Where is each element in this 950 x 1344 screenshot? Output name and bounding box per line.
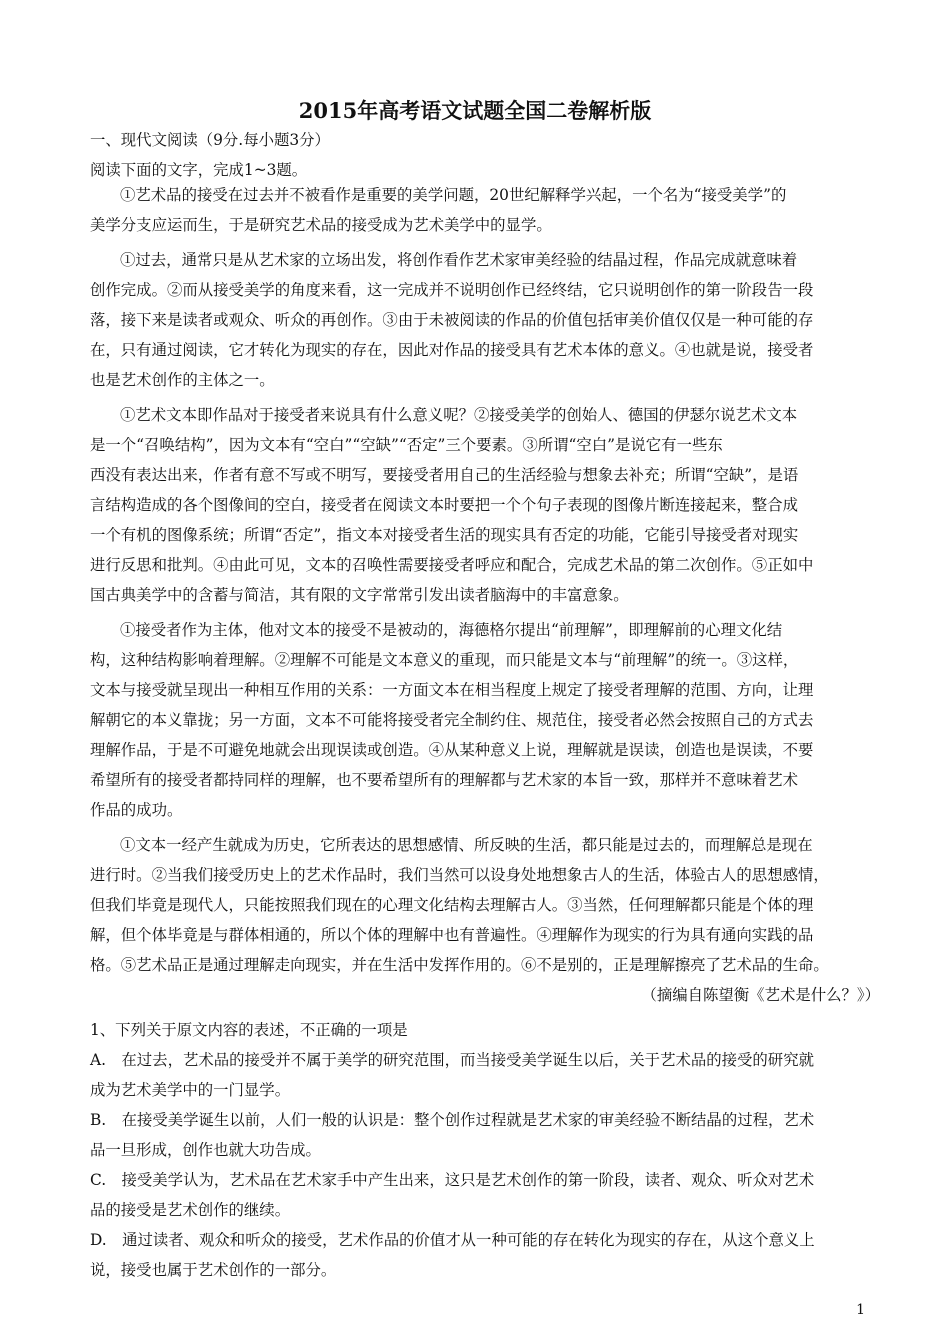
paragraph-4-line-3: 文本与接受就呈现出一种相互作用的关系：一方面文本在相当程度上规定了接受者理解的范围、方向，让理 [90, 681, 814, 699]
paragraph-4-line-2: 构，这种结构影响着理解。②理解不可能是文本意义的重现，而只能是文本与“前理解”的统一。③这样， [90, 651, 799, 669]
paragraph-3-line-7: 国古典美学中的含蓄与简洁，其有限的文字常常引发出读者脑海中的丰富意象。 [90, 586, 629, 604]
paragraph-5-line-4: 解，但个体毕竟是与群体相通的，所以个体的理解中也有普遍性。④理解作为现实的行为具有通向实践的品 [90, 926, 814, 944]
paragraph-3-line-3: 西没有表达出来，作者有意不写或不明写，要接受者用自己的生活经验与想象去补充；所谓“空缺”，是语 [90, 466, 799, 484]
question-1-option-a-line-2: 成为艺术美学中的一门显学。 [90, 1081, 291, 1099]
paragraph-3-line-4: 言结构造成的各个图像间的空白，接受者在阅读文本时要把一个个句子表现的图像片断连接起来，整合成 [90, 496, 798, 514]
page-number: 1 [856, 1302, 865, 1318]
paragraph-3-line-1: ①艺术文本即作品对于接受者来说具有什么意义呢？②接受美学的创始人、德国的伊瑟尔说艺术文本 [120, 406, 798, 424]
question-1-option-c-line-2: 品的接受是艺术创作的继续。 [90, 1201, 291, 1219]
document-title: 2015年高考语文试题全国二卷解析版 [298, 98, 652, 123]
question-1-option-b-line-1: B. 在接受美学诞生以前，人们一般的认识是：整个创作过程就是艺术家的审美经验不断结晶的过程，艺术 [90, 1111, 815, 1129]
question-1-option-a-line-1: A. 在过去，艺术品的接受并不属于美学的研究范围，而当接受美学诞生以后，关于艺术品的接受的研究就 [90, 1051, 814, 1069]
source-citation: （摘编自陈望衡《艺术是什么？》） [641, 986, 880, 1004]
question-1-option-b-line-2: 品一旦形成，创作也就大功告成。 [90, 1141, 321, 1159]
paragraph-1-line-2: 美学分支应运而生，于是研究艺术品的接受成为艺术美学中的显学。 [90, 216, 552, 234]
instruction-text: 阅读下面的文字，完成1~3题。 [90, 161, 308, 179]
paragraph-4-line-1: ①接受者作为主体，他对文本的接受不是被动的，海德格尔提出“前理解”，即理解前的心理文化结 [120, 621, 783, 639]
paragraph-3-line-2: 是一个“召唤结构”，因为文本有“空白”“空缺”“否定”三个要素。③所谓“空白”是说它有一些东 [90, 436, 723, 454]
paragraph-4-line-4: 解朝它的本义靠拢；另一方面，文本不可能将接受者完全制约住、规范住，接受者必然会按照自己的方式去 [90, 711, 814, 729]
paragraph-4-line-6: 希望所有的接受者都持同样的理解，也不要希望所有的理解都与艺术家的本旨一致，那样并不意味着艺术 [90, 771, 798, 789]
paragraph-2-line-4: 在，只有通过阅读，它才转化为现实的存在，因此对作品的接受具有艺术本体的意义。④也就是说，接受者 [90, 341, 814, 359]
paragraph-1-line-1: ①艺术品的接受在过去并不被看作是重要的美学问题，20世纪解释学兴起，一个名为“接受美学”的 [120, 186, 787, 204]
paragraph-4-line-5: 理解作品，于是不可避免地就会出现误读或创造。④从某种意义上说，理解就是误读，创造也是误读，不要 [90, 741, 814, 759]
question-1-option-d-line-1: D. 通过读者、观众和听众的接受，艺术作品的价值才从一种可能的存在转化为现实的存在，从这个意义上 [90, 1231, 815, 1249]
paragraph-5-line-5: 格。⑤艺术品正是通过理解走向现实，并在生活中发挥作用的。⑥不是别的，正是理解擦亮了艺术品的生命。 [90, 956, 829, 974]
paragraph-5-line-1: ①文本一经产生就成为历史，它所表达的思想感情、所反映的生活，都只能是过去的，而理解总是现在 [120, 836, 813, 854]
paragraph-2-line-5: 也是艺术创作的主体之一。 [90, 371, 275, 389]
question-1-option-c-line-1: C. 接受美学认为，艺术品在艺术家手中产生出来，这只是艺术创作的第一阶段，读者、观众、听众对艺术 [90, 1171, 815, 1189]
paragraph-4-line-7: 作品的成功。 [90, 801, 183, 819]
question-1-stem: 1、下列关于原文内容的表述，不正确的一项是 [90, 1021, 408, 1039]
paragraph-3-line-6: 进行反思和批判。④由此可见，文本的召唤性需要接受者呼应和配合，完成艺术品的第二次创作。⑤正如中 [90, 556, 814, 574]
paragraph-5-line-2: 进行时。②当我们接受历史上的艺术作品时，我们当然可以设身处地想象古人的生活，体验古人的思想感情， [90, 866, 829, 884]
paragraph-2-line-1: ①过去，通常只是从艺术家的立场出发，将创作看作艺术家审美经验的结晶过程，作品完成就意味着 [120, 251, 798, 269]
paragraph-2-line-2: 创作完成。②而从接受美学的角度来看，这一完成并不说明创作已经终结，它只说明创作的第一阶段告一段 [90, 281, 814, 299]
question-1-option-d-line-2: 说，接受也属于艺术创作的一部分。 [90, 1261, 337, 1279]
paragraph-5-line-3: 但我们毕竟是现代人，只能按照我们现在的心理文化结构去理解古人。③当然，任何理解都只能是个体的理 [90, 896, 814, 914]
paragraph-2-line-3: 落，接下来是读者或观众、听众的再创作。③由于未被阅读的作品的价值包括审美价值仅仅是一种可能的存 [90, 311, 814, 329]
paragraph-3-line-5: 一个有机的图像系统；所谓“否定”，指文本对接受者生活的现实具有否定的功能，它能引导接受者对现实 [90, 526, 799, 544]
section-heading: 一、现代文阅读（9分.每小题3分） [90, 131, 330, 149]
